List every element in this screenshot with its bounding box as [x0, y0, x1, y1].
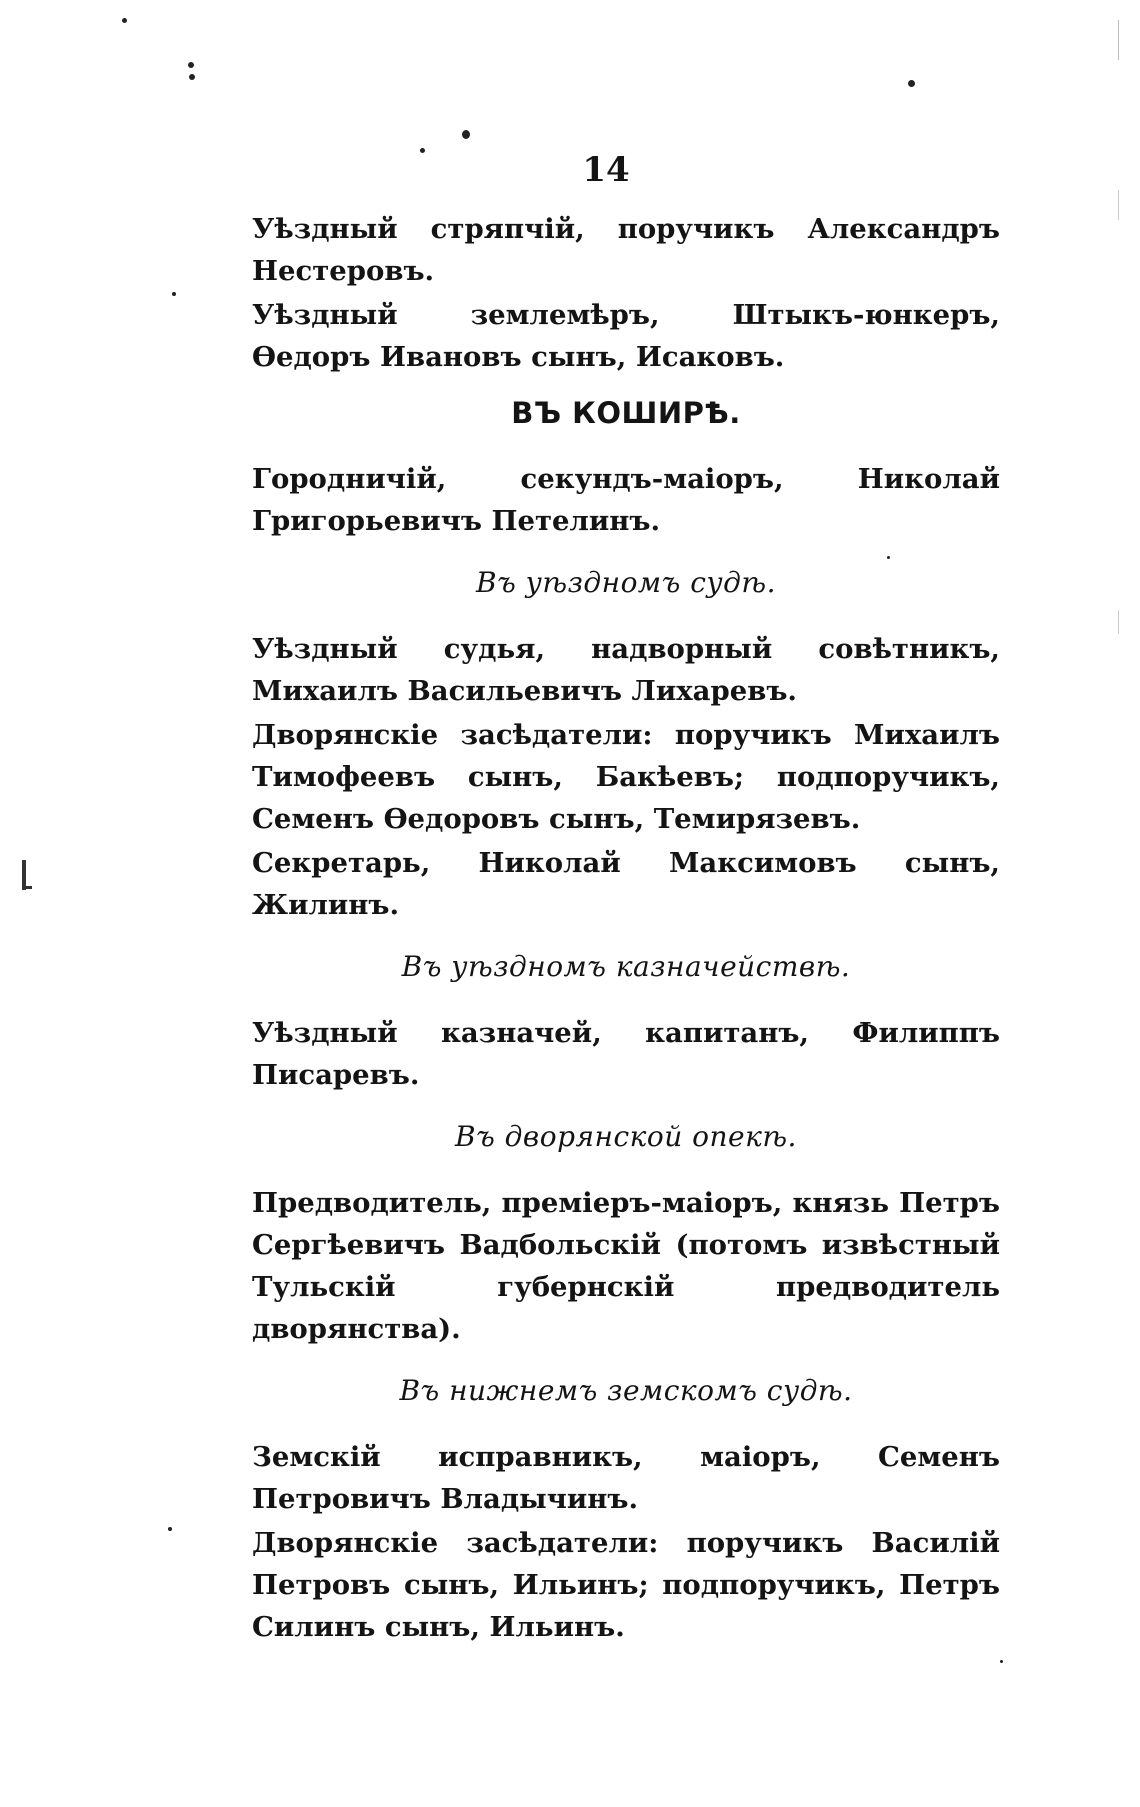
scan-speck	[189, 74, 195, 80]
scan-speck	[462, 130, 470, 139]
paragraph: Уѣздный казначей, капитанъ, Филиппъ Писаревъ.	[252, 1017, 1000, 1091]
paragraph: Уѣздный землемѣръ, Штыкъ-юнкеръ, Ѳедоръ Ивановъ сынъ, Исаковъ.	[252, 299, 1000, 373]
scan-speck	[1000, 1660, 1003, 1663]
book-page	[252, 150, 1000, 1648]
scan-speck	[188, 62, 194, 68]
scan-speck	[122, 18, 127, 23]
paragraph: Уѣздный судья, надворный совѣтникъ, Михаилъ Васильевичъ Лихаревъ.	[252, 633, 1000, 707]
scan-edge-line	[1118, 20, 1119, 60]
section-subheading: Въ нижнемъ земскомъ судѣ.	[399, 1374, 853, 1407]
section-subheading: Въ уѣздномъ казначействѣ.	[401, 950, 851, 983]
paragraph: Городничій, секундъ-маіоръ, Николай Григорьевичъ Петелинъ.	[252, 463, 1000, 537]
page-content	[252, 208, 1000, 1648]
section-subheading: Въ дворянской опекѣ.	[455, 1120, 797, 1153]
paragraph: Земскій исправникъ, маіоръ, Семенъ Петровичъ Владычинъ.	[252, 1441, 1000, 1515]
paragraph: Секретарь, Николай Максимовъ сынъ, Жилинъ.	[252, 847, 1000, 921]
scan-edge-line	[1118, 190, 1119, 220]
section-heading: ВЪ КОШИРѢ.	[511, 396, 741, 430]
scan-speck	[908, 80, 915, 87]
paragraph: Предводитель, преміеръ-маіоръ, князь Петръ Сергѣевичъ Вадбольскій (потомъ извѣстный Тульскій губернскій предводитель дворянства).	[252, 1187, 1000, 1345]
scan-speck	[172, 292, 176, 296]
scan-edge-mark	[22, 886, 32, 889]
paragraph: Уѣздный стряпчій, поручикъ Александръ Нестеровъ.	[252, 213, 1000, 287]
scan-speck	[168, 1527, 172, 1531]
page-number: 14	[582, 150, 630, 190]
paragraph: Дворянскіе засѣдатели: поручикъ Михаилъ Тимофеевъ сынъ, Бакѣевъ; подпоручикъ, Семенъ Ѳедоровъ сынъ, Темирязевъ.	[252, 719, 1000, 835]
section-subheading: Въ уѣздномъ судѣ.	[476, 566, 776, 599]
scan-edge-line	[1118, 610, 1119, 634]
paragraph: Дворянскіе засѣдатели: поручикъ Василій Петровъ сынъ, Ильинъ; подпоручикъ, Петръ Силинъ сынъ, Ильинъ.	[252, 1527, 1000, 1643]
